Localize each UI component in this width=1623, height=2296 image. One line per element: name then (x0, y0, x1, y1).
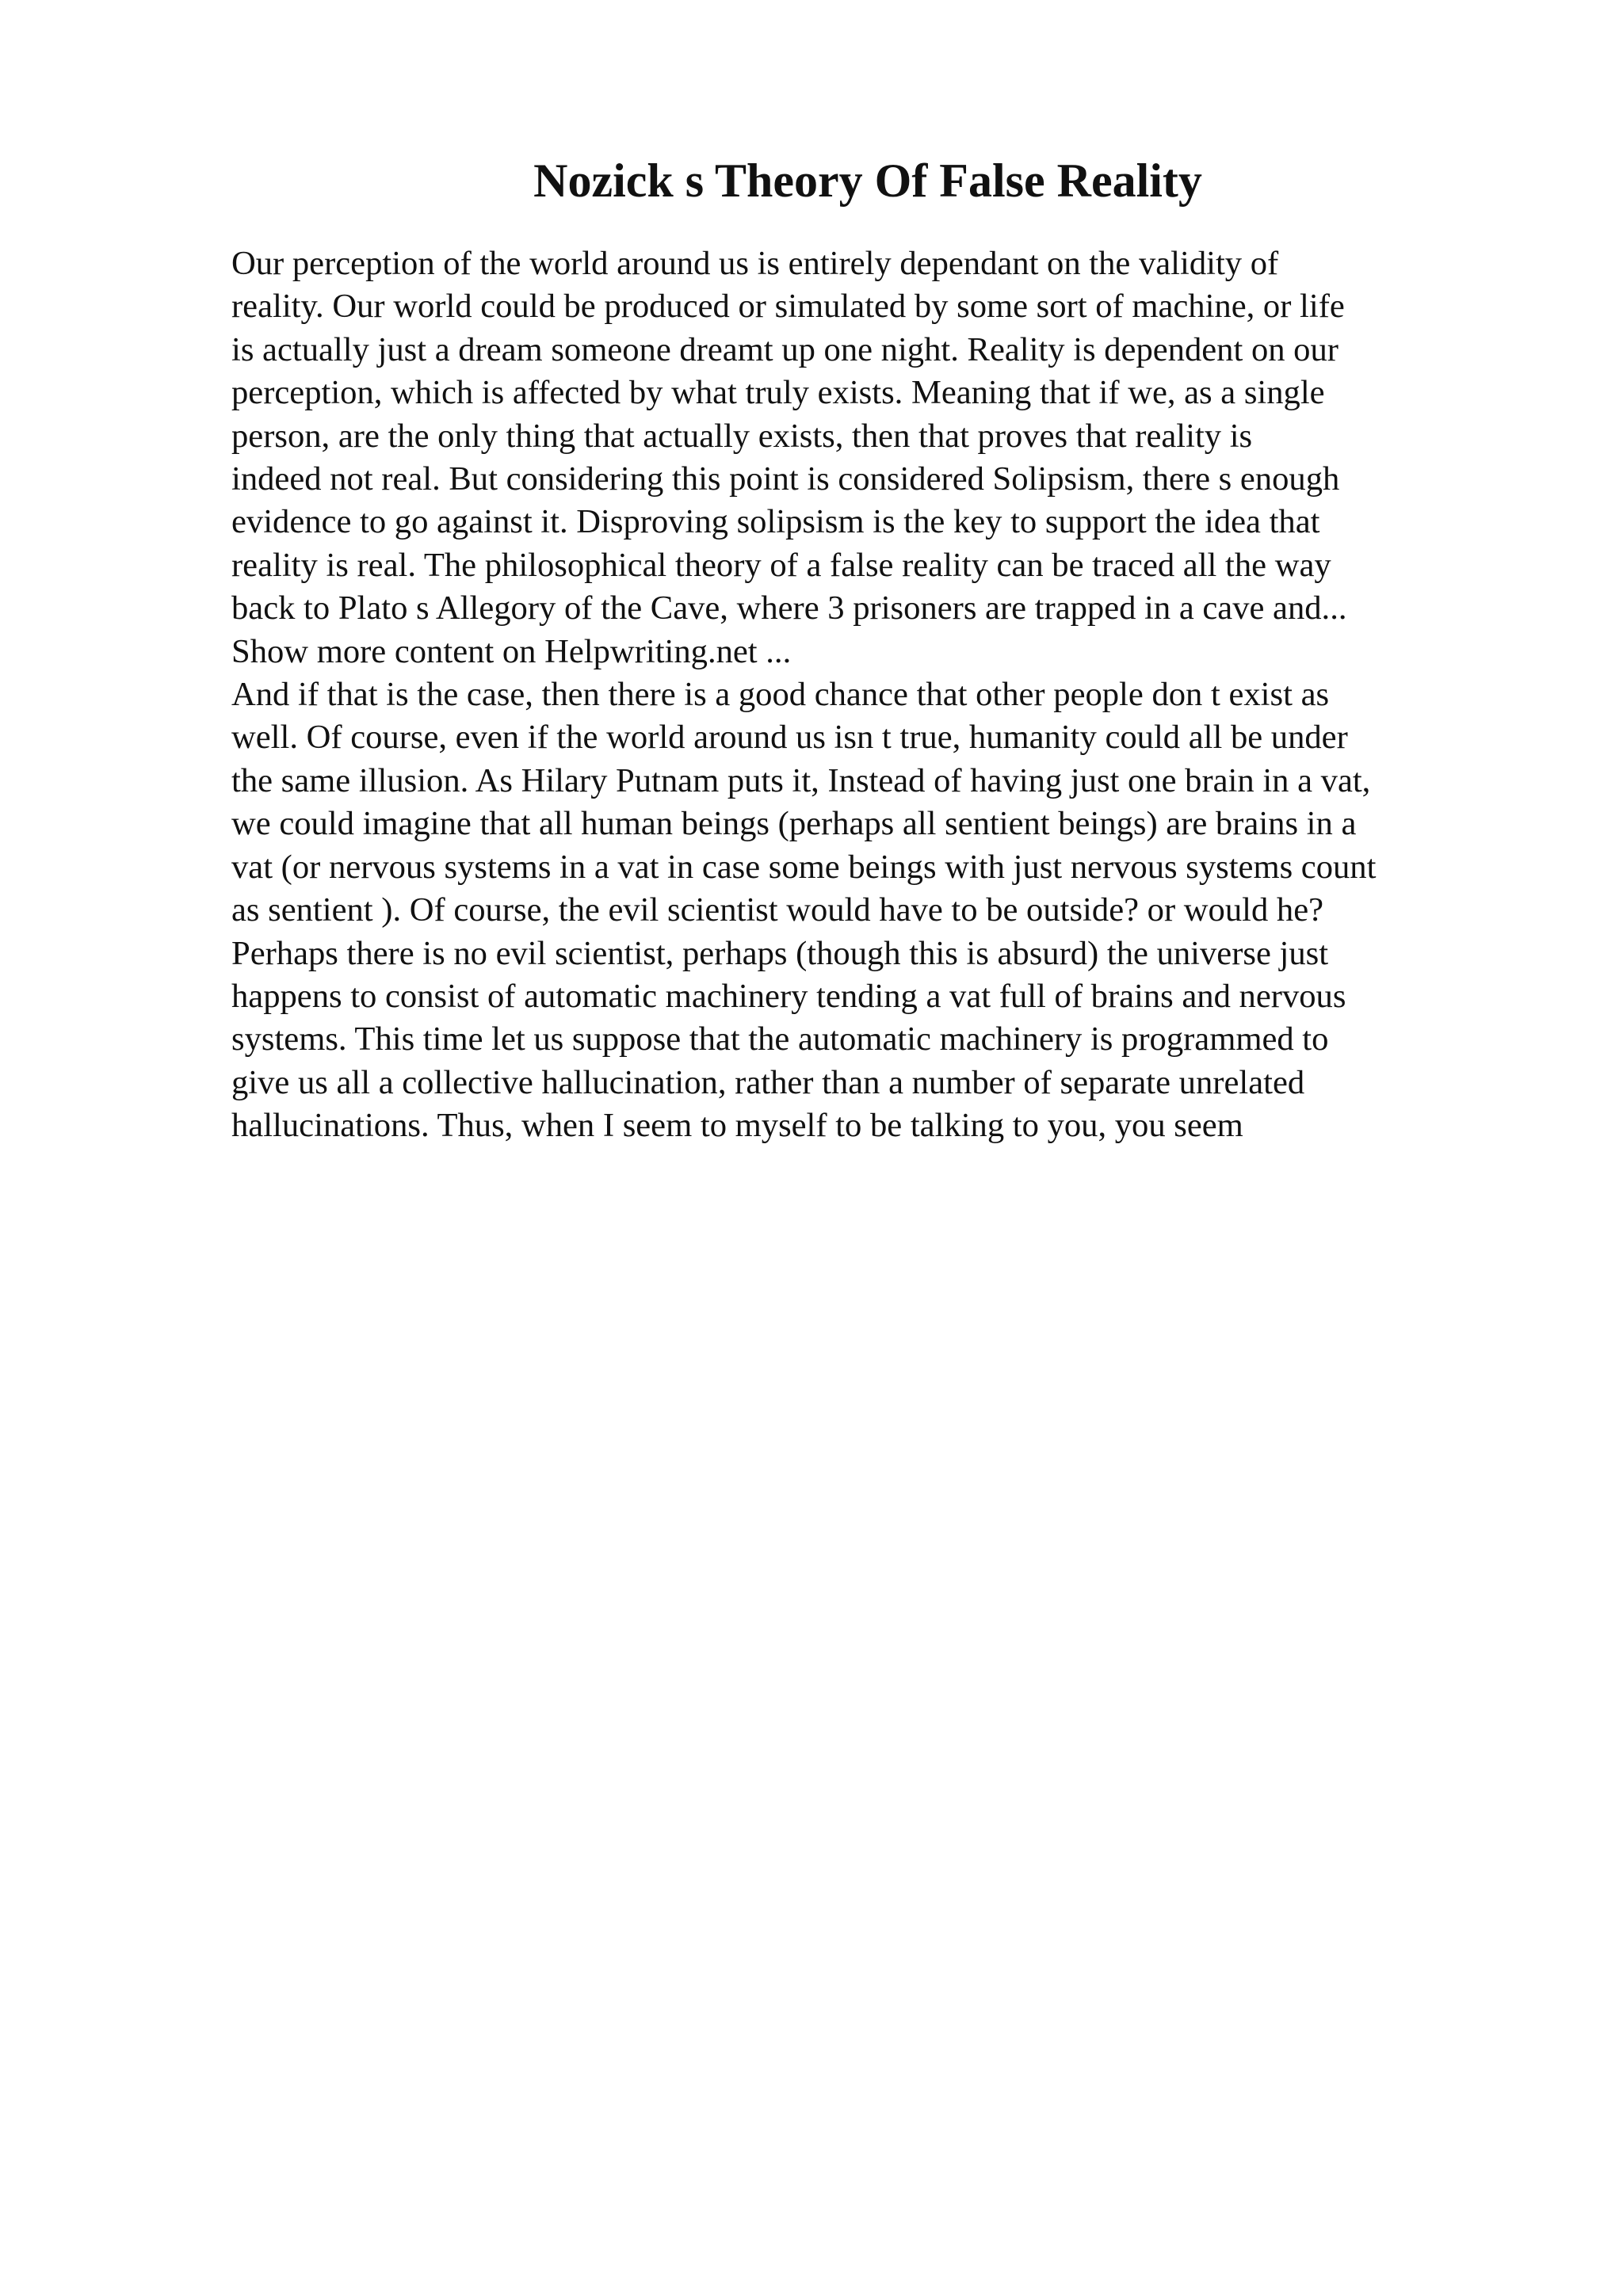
text-line: reality is real. The philosophical theory of a false reality can be traced all the way (231, 546, 1331, 584)
text-line: person, are the only thing that actually exists, then that proves that reality is (231, 417, 1253, 455)
text-line: evidence to go against it. Disproving solipsism is the key to support the idea that (231, 503, 1320, 541)
text-line: well. Of course, even if the world around us isn t true, humanity could all be under (231, 719, 1348, 757)
text-line: the same illusion. As Hilary Putnam puts it, Instead of having just one brain in a vat, (231, 761, 1371, 799)
text-line: as sentient ). Of course, the evil scientist would have to be outside? or would he? (231, 891, 1324, 929)
text-line: indeed not real. But considering this point is considered Solipsism, there s enough (231, 460, 1340, 498)
text-line: is actually just a dream someone dreamt up one night. Reality is dependent on our (231, 330, 1338, 368)
text-line: happens to consist of automatic machinery tending a vat full of brains and nervous (231, 977, 1346, 1015)
text-line: perception, which is affected by what truly exists. Meaning that if we, as a single (231, 374, 1325, 412)
essay-body (231, 242, 1499, 1148)
page-title: Nozick s Theory Of False Reality (533, 154, 1202, 207)
text-line: Our perception of the world around us is entirely dependant on the validity of (231, 245, 1279, 282)
text-line: And if that is the case, then there is a good chance that other people don t exist as (231, 676, 1330, 714)
text-line: we could imagine that all human beings (perhaps all sentient beings) are brains in a (231, 805, 1357, 843)
text-line: back to Plato s Allegory of the Cave, where 3 prisoners are trapped in a cave and... (231, 589, 1347, 627)
text-line: reality. Our world could be produced or simulated by some sort of machine, or life (231, 288, 1345, 326)
text-line: Perhaps there is no evil scientist, perhaps (though this is absurd) the universe just (231, 934, 1329, 972)
text-line: give us all a collective hallucination, rather than a number of separate unrelated (231, 1063, 1305, 1101)
show-more-link[interactable]: Show more content on Helpwriting.net ... (231, 632, 792, 670)
text-line: systems. This time let us suppose that the automatic machinery is programmed to (231, 1020, 1329, 1058)
text-line: hallucinations. Thus, when I seem to myself to be talking to you, you seem (231, 1107, 1243, 1145)
text-line: vat (or nervous systems in a vat in case some beings with just nervous systems count (231, 848, 1377, 886)
